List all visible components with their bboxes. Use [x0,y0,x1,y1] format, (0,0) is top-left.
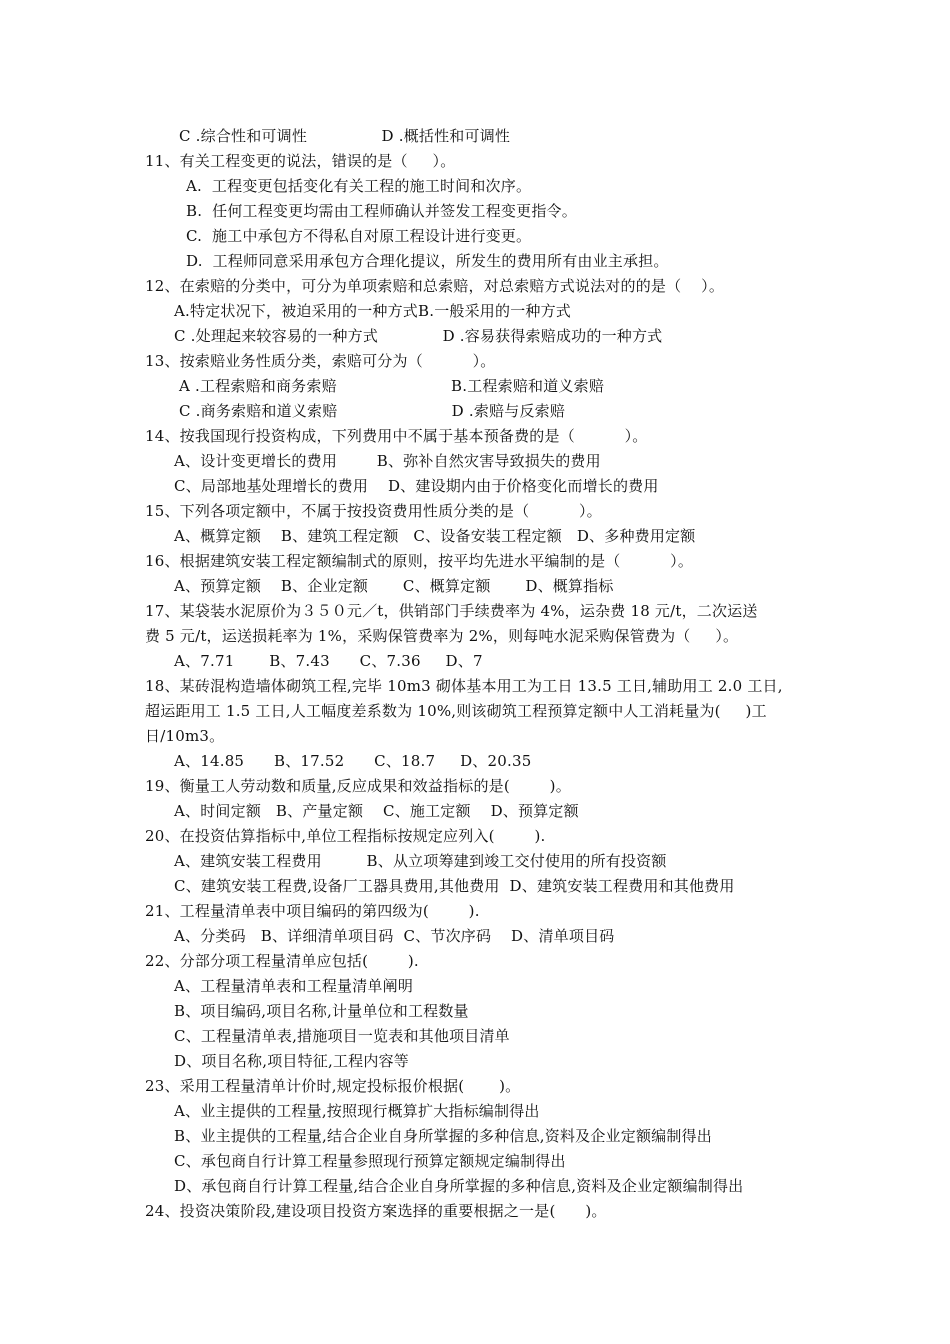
option-line: B、业主提供的工程量,结合企业自身所掌握的多种信息,资料及企业定额编制得出 [174,1127,712,1145]
option-line: C、工程量清单表,措施项目一览表和其他项目清单 [174,1027,510,1045]
option-line: D、项目名称,项目特征,工程内容等 [174,1052,409,1070]
option-line: B. 任何工程变更均需由工程师确认并签发工程变更指令。 [186,202,577,220]
option-line: D. 工程师同意采用承包方合理化提议，所发生的费用所有由业主承担。 [186,252,669,270]
question-line: 费 5 元/t，运送损耗率为 1%，采购保管费率为 2%，则每吨水泥采购保管费为（ ）。 [145,627,739,645]
question-line: 23、采用工程量清单计价时,规定投标报价根据( )。 [145,1077,521,1095]
option-line: A、时间定额 B、产量定额 C、施工定额 D、预算定额 [174,802,579,820]
option-line: A、概算定额 B、建筑工程定额 C、设备安装工程定额 D、多种费用定额 [174,527,696,545]
option-line: A、设计变更增长的费用 B、弥补自然灾害导致损失的费用 [174,452,601,470]
option-line: C .处理起来较容易的一种方式 D .容易获得索赔成功的一种方式 [174,327,663,345]
option-line: A.特定状况下，被迫采用的一种方式B.一般采用的一种方式 [174,302,571,320]
question-line: 24、投资决策阶段,建设项目投资方案选择的重要根据之一是( )。 [145,1202,607,1220]
option-line: C .商务索赔和道义索赔 D .索赔与反索赔 [179,402,566,420]
option-line: A、预算定额 B、企业定额 C、概算定额 D、概算指标 [174,577,614,595]
question-line: 12、在索赔的分类中，可分为单项索赔和总索赔，对总索赔方式说法对的的是（ ）。 [145,277,725,295]
question-line: 16、根据建筑安装工程定额编制式的原则，按平均先进水平编制的是（ ）。 [145,552,694,570]
option-line: A、14.85 B、17.52 C、18.7 D、20.35 [174,752,532,770]
option-line: D、承包商自行计算工程量,结合企业自身所掌握的多种信息,资料及企业定额编制得出 [174,1177,744,1195]
option-line: C. 施工中承包方不得私自对原工程设计进行变更。 [186,227,532,245]
option-line: A、7.71 B、7.43 C、7.36 D、7 [174,652,483,670]
question-line: 18、某砖混构造墙体砌筑工程,完毕 10m3 砌体基本用工为工日 13.5 工日,辅助用工 2.0 工日, [145,677,783,695]
option-line: C、局部地基处理增长的费用 D、建设期内由于价格变化而增长的费用 [174,477,659,495]
option-line: A、工程量清单表和工程量清单阐明 [174,977,414,995]
question-line: 22、分部分项工程量清单应包括( ). [145,952,419,970]
option-line: C、承包商自行计算工程量参照现行预算定额规定编制得出 [174,1152,566,1170]
question-line: 19、衡量工人劳动数和质量,反应成果和效益指标的是( )。 [145,777,571,795]
option-line: A. 工程变更包括变化有关工程的施工时间和次序。 [186,177,532,195]
question-line: 15、下列各项定额中，不属于按投资费用性质分类的是（ ）。 [145,502,602,520]
option-line: A、分类码 B、详细清单项目码 C、节次序码 D、清单项目码 [174,927,615,945]
option-line: B、项目编码,项目名称,计量单位和工程数量 [174,1002,469,1020]
question-line: 20、在投资估算指标中,单位工程指标按规定应列入( ). [145,827,546,845]
question-line: 日/10m3。 [145,727,225,745]
option-line: A、业主提供的工程量,按照现行概算扩大指标编制得出 [174,1102,540,1120]
question-line: 超运距用工 1.5 工日,人工幅度差系数为 10%,则该砌筑工程预算定额中人工消耗量为( )工 [145,702,767,720]
question-line: 14、按我国现行投资构成，下列费用中不属于基本预备费的是（ ）。 [145,427,648,445]
question-line: 11、有关工程变更的说法，错误的是（ ）。 [145,152,456,170]
question-line: 17、某袋装水泥原价为３５０元／t，供销部门手续费率为 4%，运杂费 18 元/t，二次运送 [145,602,758,620]
question-line: 13、按索赔业务性质分类，索赔可分为（ ）。 [145,352,496,370]
option-line: A .工程索赔和商务索赔 B.工程索赔和道义索赔 [179,377,605,395]
option-line: C .综合性和可调性 D .概括性和可调性 [179,127,511,145]
question-line: 21、工程量清单表中项目编码的第四级为( ). [145,902,480,920]
option-line: C、建筑安装工程费,设备厂工器具费用,其他费用 D、建筑安装工程费用和其他费用 [174,877,735,895]
option-line: A、建筑安装工程费用 B、从立项筹建到竣工交付使用的所有投资额 [174,852,667,870]
